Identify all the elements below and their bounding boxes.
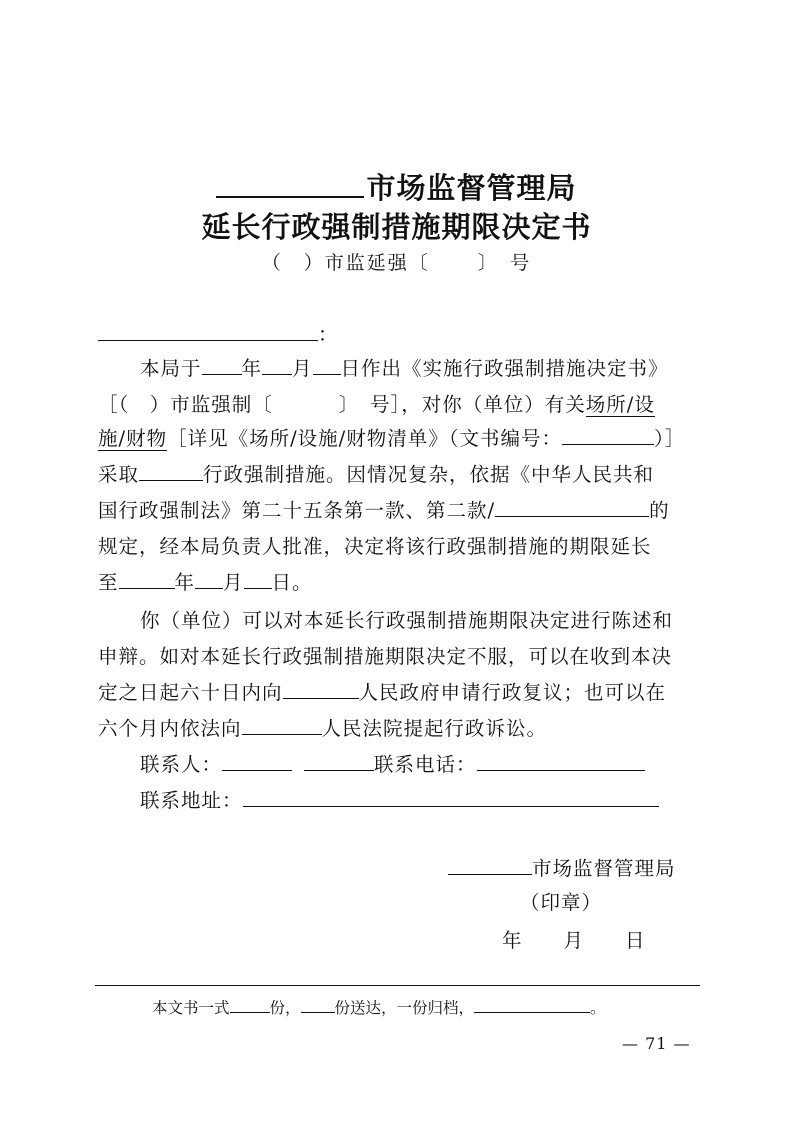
- end-month-blank: [195, 566, 223, 589]
- seal-label: （印章）: [520, 891, 603, 914]
- contact-person-blank-1: [222, 748, 292, 771]
- paragraph-2-line-2: 申辩。如对本延长行政强制措施期限决定不服，可以在收到本决: [98, 645, 673, 668]
- contact-line: 联系人： 联系电话：: [98, 748, 698, 782]
- government-blank: [283, 676, 359, 699]
- contact-person-blank-2: [304, 748, 374, 771]
- paragraph-1-line-5: 国行政强制法》第二十五条第一款、第二款/ 的: [98, 494, 698, 528]
- footer-remark-blank: [474, 996, 590, 1013]
- document-number: （ ）市监延强〔 〕 号: [261, 252, 532, 274]
- signature-date: 年 月 日: [502, 929, 646, 952]
- footer-divider: [95, 985, 700, 986]
- page-number: — 71 —: [622, 1034, 691, 1053]
- measure-type-blank: [139, 458, 203, 481]
- contact-address-blank: [243, 784, 659, 807]
- bureau-name-blank: [216, 170, 364, 198]
- recipient-blank: [98, 318, 318, 341]
- paragraph-1-line-6: 规定，经本局负责人批准，决定将该行政强制措施的期限延长: [98, 535, 652, 558]
- title-line-2: 延长行政强制措施期限决定书: [201, 210, 592, 244]
- paragraph-2-line-4: 六个月内依法向 人民法院提起行政诉讼。: [98, 712, 698, 746]
- address-line: 联系地址：: [98, 784, 698, 818]
- year-blank: [202, 352, 242, 375]
- footer-note: 本文书一式 份， 份送达，一份归档， 。: [152, 996, 606, 1018]
- end-day-blank: [244, 566, 272, 589]
- delivered-copies-blank: [301, 996, 335, 1013]
- legal-basis-blank: [495, 494, 649, 517]
- month-blank: [262, 352, 292, 375]
- signature-bureau: 市场监督管理局: [448, 852, 698, 886]
- end-year-blank: [119, 566, 175, 589]
- paragraph-1-line-2: ［（ ）市监强制〔 〕 号］，对你（单位）有关场所/设: [98, 393, 655, 416]
- document-number-blank: [562, 422, 654, 445]
- signature-bureau-blank: [448, 852, 532, 875]
- paragraph-2-line-1: 你（单位）可以对本延长行政强制措施期限决定进行陈述和: [140, 609, 674, 632]
- copies-blank: [230, 996, 270, 1013]
- day-blank: [313, 352, 341, 375]
- paragraph-2-line-3: 定之日起六十日内向 人民政府申请行政复议；也可以在: [98, 676, 698, 710]
- contact-phone-blank: [477, 748, 645, 771]
- paragraph-1-line-3: 施/财物［详见《场所/设施/财物清单》（文书编号： ）］: [98, 422, 698, 456]
- title-line-1: 市场监督管理局: [0, 166, 793, 207]
- recipient-line: ：: [98, 318, 698, 352]
- paragraph-1-line-1: 本局于 年 月 日作出《实施行政强制措施决定书》: [98, 352, 698, 386]
- paragraph-1-line-4: 采取 行政强制措施。因情况复杂，依据《中华人民共和: [98, 458, 698, 492]
- court-blank: [242, 712, 322, 735]
- paragraph-1-line-7: 至 年 月 日。: [98, 566, 698, 600]
